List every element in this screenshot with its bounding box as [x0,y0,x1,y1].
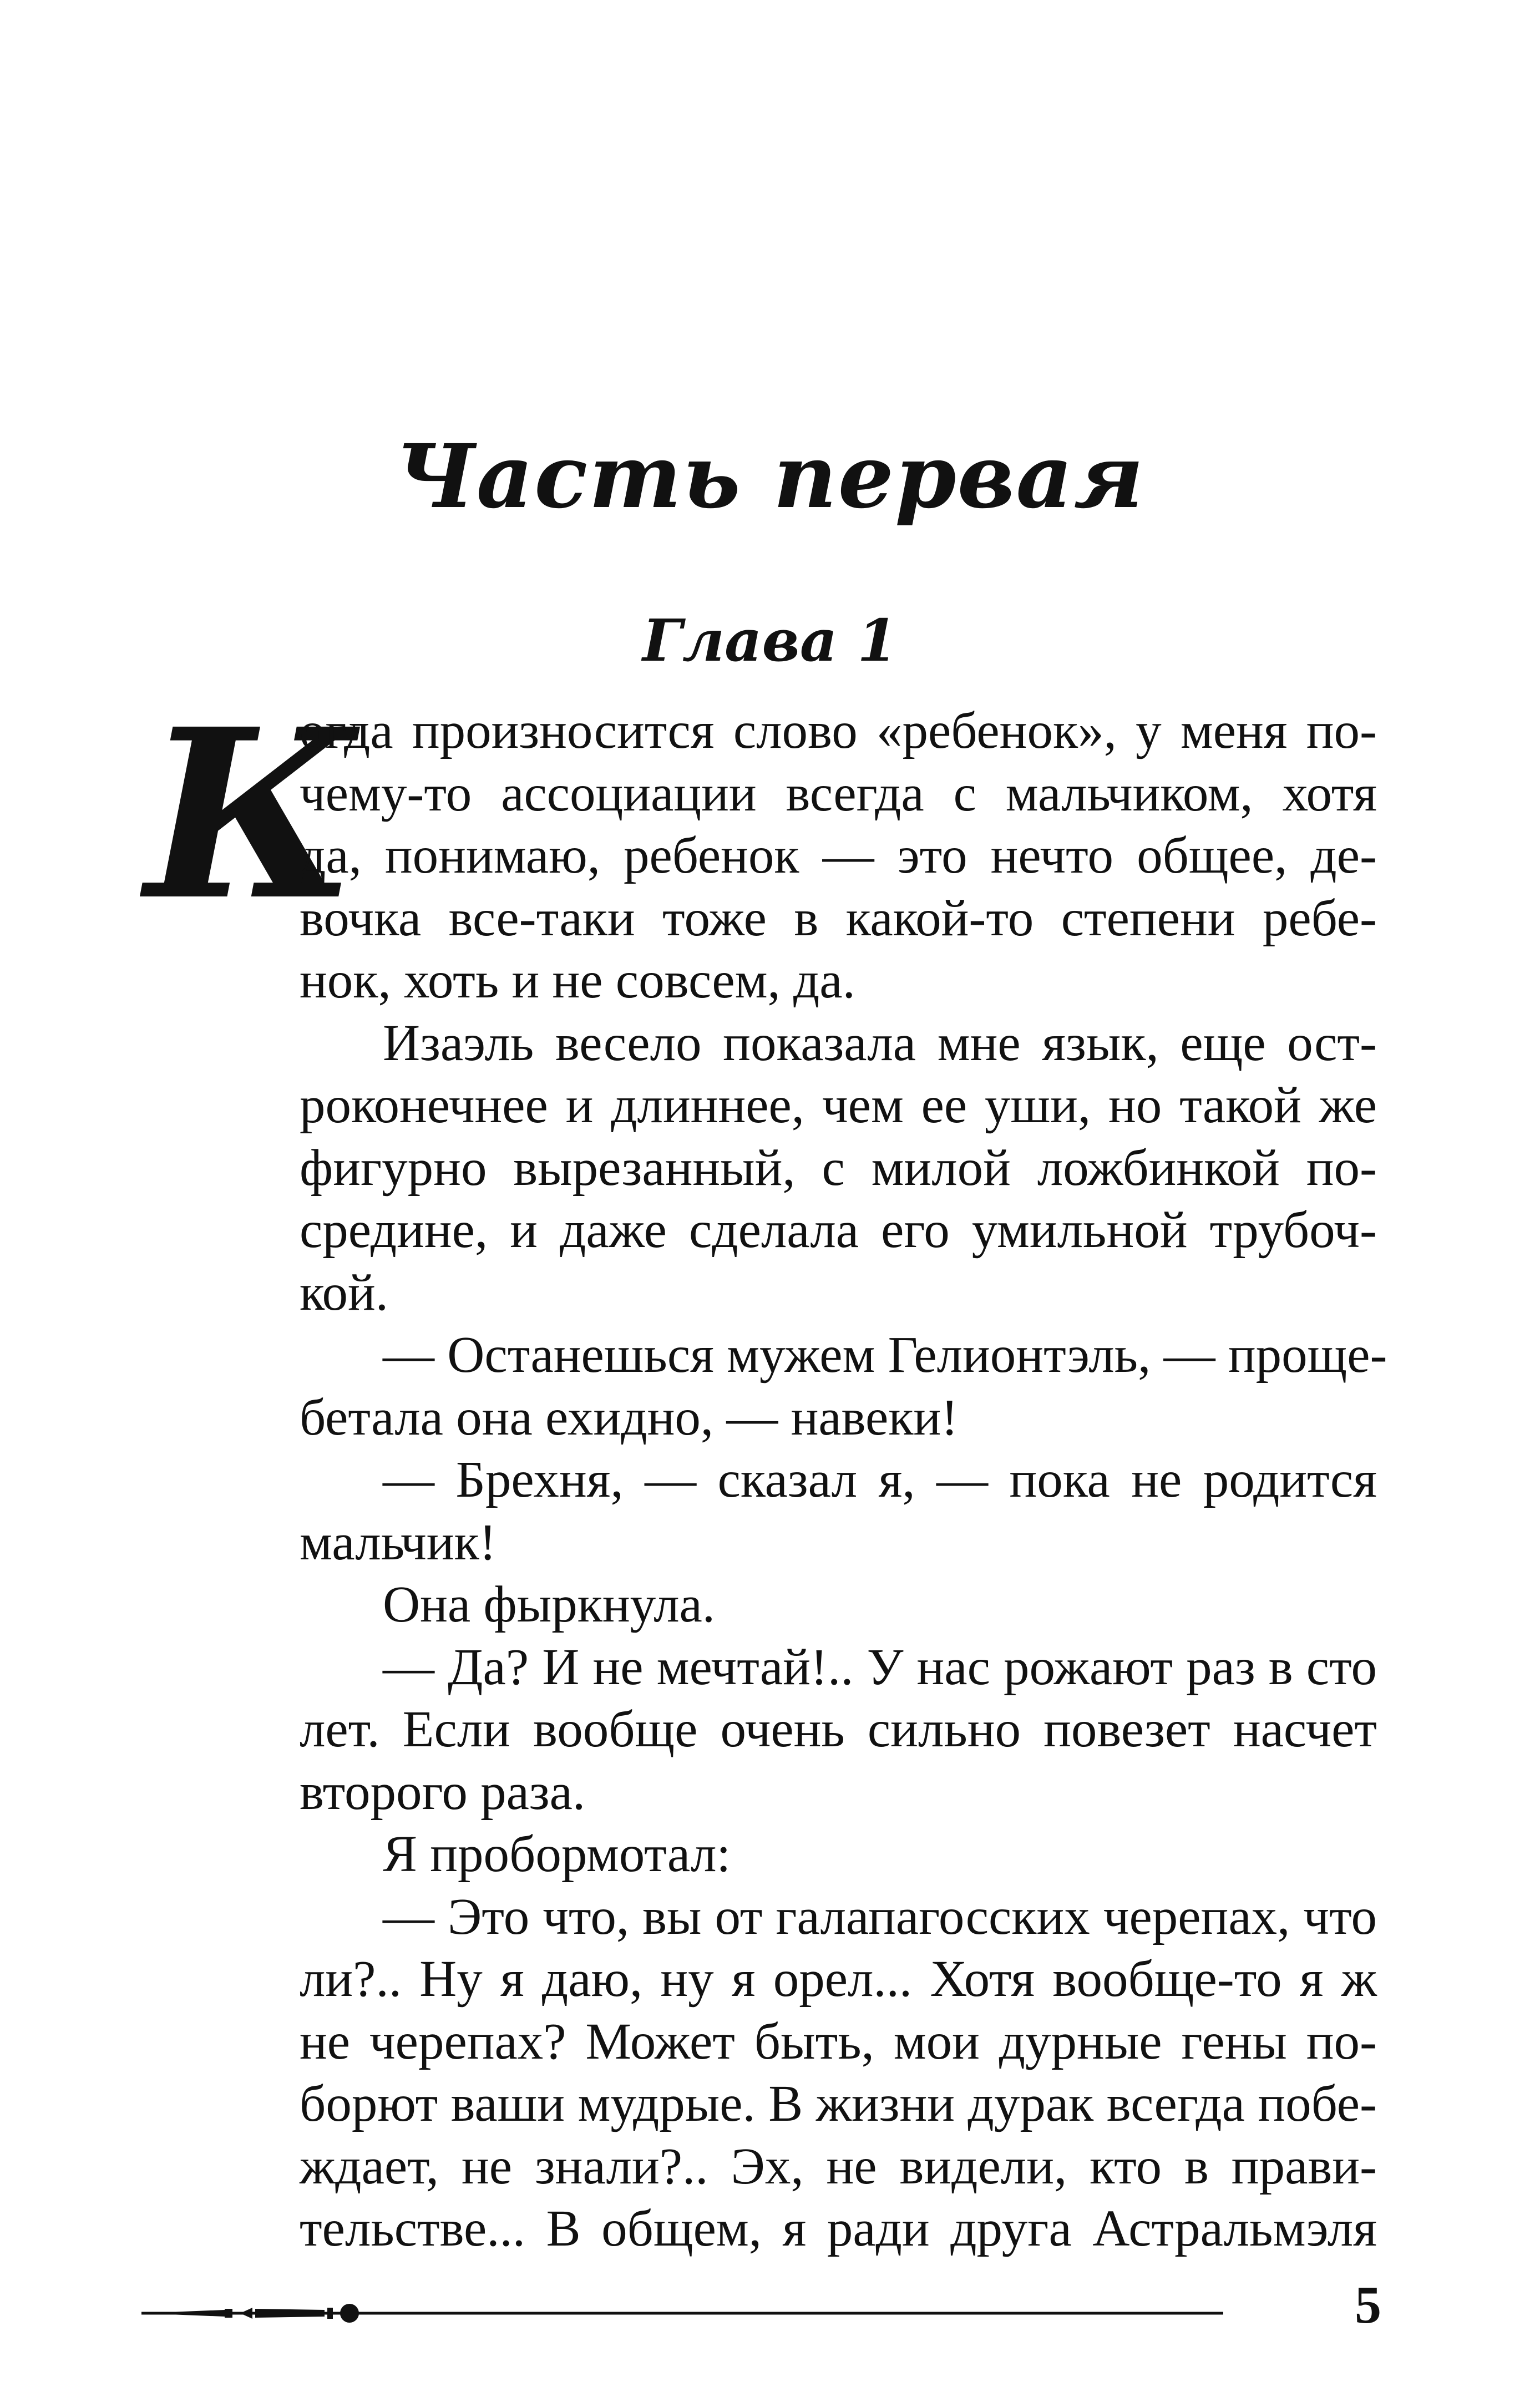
chapter-title: Глава 1 [642,606,898,675]
text-line: мальчик! [300,1513,497,1571]
text-line: тельстве... В общем, я ради друга Астральмэля [300,2200,1377,2257]
text-line: огда произносится слово «ребенок», у меня по- [300,702,1377,759]
text-line: да, понимаю, ребенок — это нечто общее, де- [300,827,1377,884]
text-line: — Брехня, — сказал я, — пока не родится [383,1451,1377,1508]
text-line: вочка все-таки тоже в какой-то степени ребе- [300,889,1377,947]
part-title: Часть первая [395,425,1145,528]
text-line: роконечнее и длиннее, чем ее уши, но такой же [300,1077,1377,1134]
text-line: — Останешься мужем Гелионтэль, — проще- [383,1326,1387,1383]
text-line: Я пробормотал: [383,1826,731,1883]
text-line: бетала она ехидно, — навеки! [300,1388,959,1446]
text-line: фигурно вырезанный, с милой ложбинкой по- [300,1139,1377,1197]
text-line: ждает, не знали?.. Эх, не видели, кто в прави- [300,2137,1377,2195]
drop-cap: К [145,678,358,952]
text-line: не черепах? Может быть, мои дурные гены по- [300,2013,1377,2070]
body-text [300,700,1387,2261]
text-line: лет. Если вообще очень сильно повезет насчет [300,1701,1377,1758]
text-line: Изаэль весело показала мне язык, еще ост- [383,1014,1377,1072]
text-line: средине, и даже сделала его умильной трубоч- [300,1202,1377,1259]
page-number: 5 [1355,2275,1381,2334]
text-line: нок, хоть и не совсем, да. [300,952,855,1009]
footer-ornament-rule [141,2302,1223,2324]
text-line: — Да? И не мечтай!.. У нас рожают раз в сто [383,1638,1377,1696]
text-line: — Это что, вы от галапагосских черепах, что [383,1888,1377,1945]
text-line: второго раза. [300,1763,586,1821]
text-line: Она фыркнула. [383,1576,716,1633]
text-line: чему-то ассоциации всегда с мальчиком, хотя [300,764,1377,822]
text-line: борют ваши мудрые. В жизни дурак всегда побе- [300,2075,1377,2132]
text-line: кой. [300,1264,388,1321]
text-line: ли?.. Ну я даю, ну я орел... Хотя вообще-то я ж [300,1950,1377,2008]
